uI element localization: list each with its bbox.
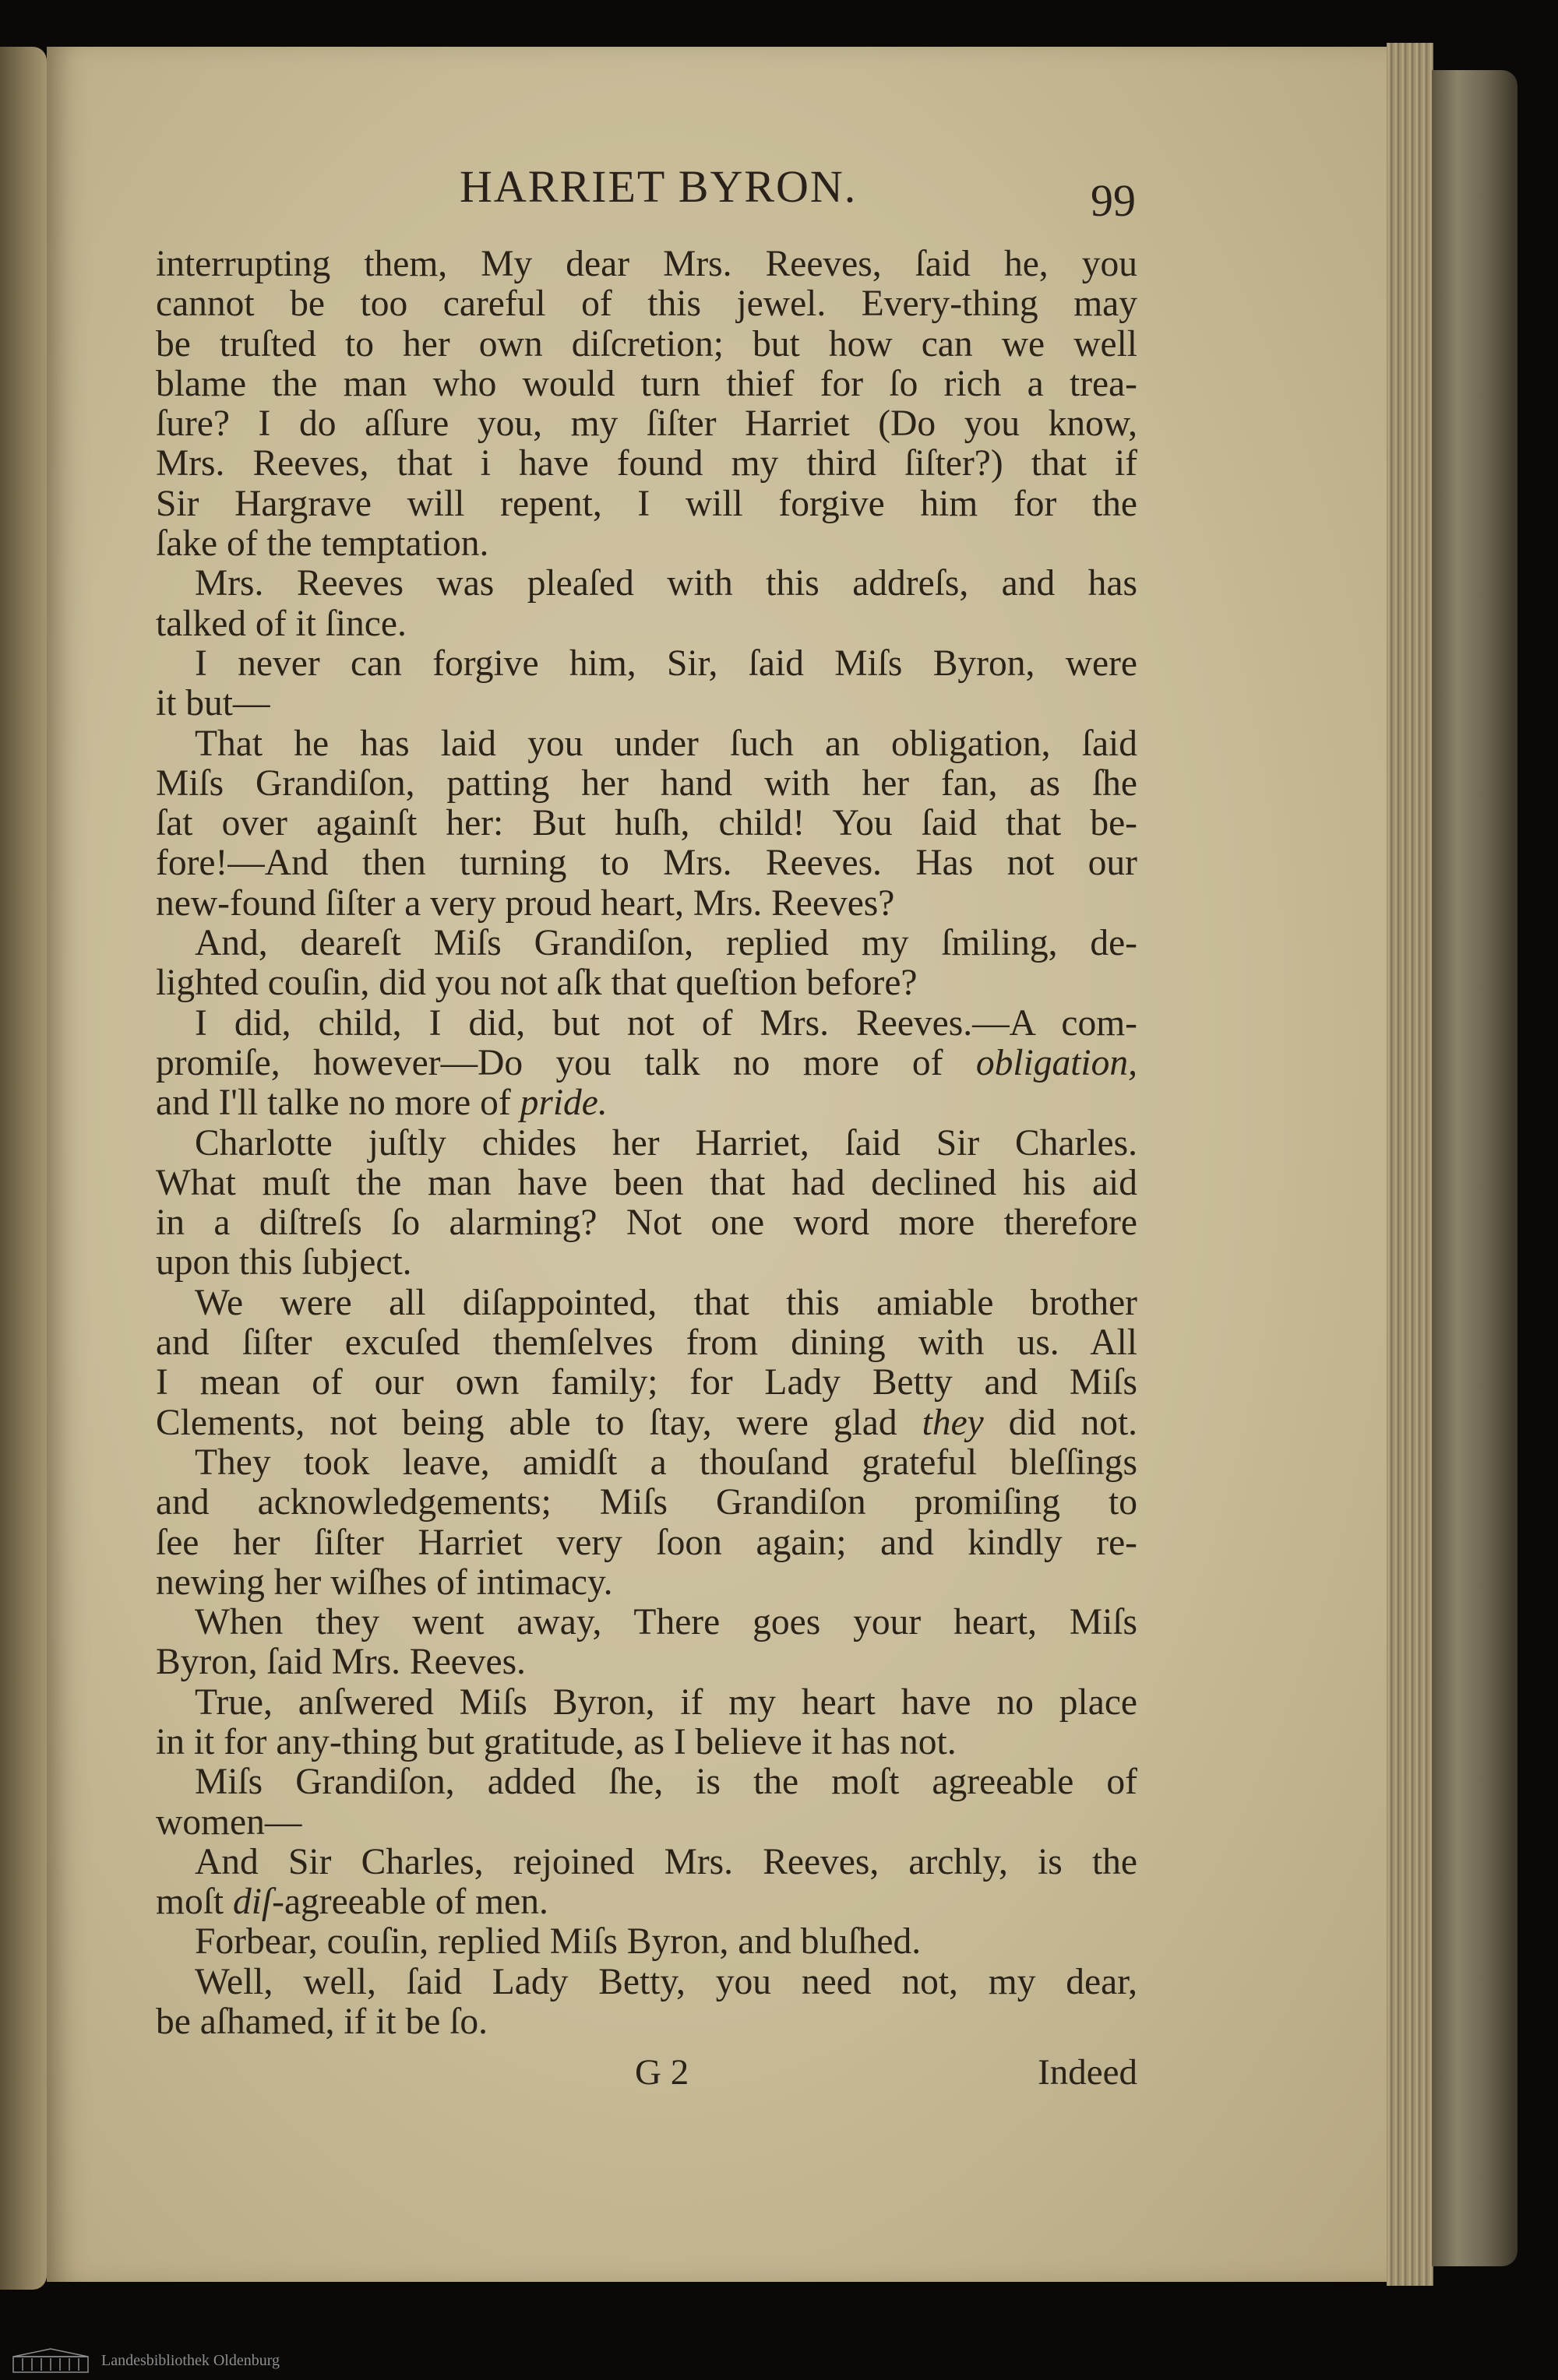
text-line: women— (156, 1801, 302, 1843)
text-line: cannot be too careful of this jewel. Every-thing may (156, 283, 1137, 325)
text-line: new-found ſiſter a very proud heart, Mrs. Reeves? (156, 882, 895, 924)
text-line: upon this ſubject. (156, 1242, 412, 1283)
text-line: interrupting them, My dear Mrs. Reeves, ſaid he, you (156, 244, 1137, 284)
text-line: Sir Hargrave will repent, I will forgive him for the (156, 483, 1137, 524)
text-line: be truſted to her own diſcretion; but how can we well (156, 323, 1137, 364)
text-line: They took leave, amidſt a thouſand grateful bleſſings (195, 1442, 1137, 1483)
text-line: talked of it ſince. (156, 603, 407, 644)
text-line: blame the man who would turn thief for ſo rich a trea- (156, 363, 1137, 404)
text-line: moſt diſ-agreeable of men. (156, 1882, 548, 1923)
library-name: Landesbibliothek Oldenburg (101, 2352, 280, 2369)
page-edges (1387, 43, 1433, 2286)
facing-page-edge (0, 47, 47, 2290)
text-line: Mrs. Reeves, that i have found my third ſiſter?) that if (156, 443, 1137, 484)
text-line: in it for any-thing but gratitude, as I believe it has not. (156, 1721, 957, 1762)
text-line: ſure? I do aſſure you, my ſiſter Harriet (Do you know, (156, 403, 1137, 445)
text-line: And Sir Charles, rejoined Mrs. Reeves, archly, is the (195, 1841, 1137, 1882)
text-line: Charlotte juſtly chides her Harriet, ſaid Sir Charles. (195, 1122, 1137, 1164)
page-header (156, 160, 1137, 231)
text-line: We were all diſappointed, that this amiable brother (195, 1282, 1137, 1323)
text-line: it but— (156, 683, 270, 724)
text-line: be aſhamed, if it be ſo. (156, 2002, 488, 2043)
text-line: I mean of our own family; for Lady Betty and Miſs (156, 1362, 1137, 1403)
text-line: Clements, not being able to ſtay, were glad they did not. (156, 1402, 1138, 1443)
text-line: Miſs Grandiſon, patting her hand with her fan, as ſhe (156, 762, 1137, 804)
running-title: HARRIET BYRON. (460, 161, 858, 212)
text-line: I never can forgive him, Sir, ſaid Miſs Byron, were (195, 643, 1137, 684)
text-line: ſat over againſt her: But huſh, child! You ſaid that be- (156, 803, 1137, 844)
text-line: Well, well, ſaid Lady Betty, you need not, my dear, (195, 1961, 1137, 2002)
text-line: promiſe, however—Do you talk no more of obligation, (156, 1042, 1138, 1083)
text-line: True, anſwered Miſs Byron, if my heart have no place (195, 1681, 1137, 1723)
text-line: Byron, ſaid Mrs. Reeves. (156, 1642, 526, 1683)
signature-mark: G 2 (635, 2052, 689, 2093)
page-number: 99 (1091, 175, 1136, 226)
book-binding (1432, 70, 1517, 2266)
text-line: I did, child, I did, but not of Mrs. Reeves.—A com- (195, 1002, 1137, 1044)
body-text (156, 245, 1137, 2042)
text-line: When they went away, There goes your heart, Miſs (195, 1602, 1137, 1643)
library-building-icon (12, 2347, 90, 2374)
page-footer (156, 2051, 1137, 2098)
text-line: and acknowledgements; Miſs Grandiſon promiſing to (156, 1482, 1137, 1523)
text-line: ſake of the temptation. (156, 523, 489, 565)
text-line: That he has laid you under ſuch an obligation, ſaid (195, 723, 1137, 764)
text-line: and I'll talke no more of pride. (156, 1083, 608, 1124)
text-line: in a diſtreſs ſo alarming? Not one word more therefore (156, 1202, 1137, 1244)
text-line: lighted couſin, did you not aſk that queſtion before? (156, 963, 918, 1004)
text-line: Forbear, couſin, replied Miſs Byron, and bluſhed. (195, 1921, 922, 1963)
text-line: ſee her ſiſter Harriet very ſoon again; and kindly re- (156, 1522, 1137, 1563)
text-line: Mrs. Reeves was pleaſed with this addreſs, and has (195, 563, 1137, 604)
text-line: What muſt the man have been that had declined his aid (156, 1162, 1137, 1203)
text-line: newing her wiſhes of intimacy. (156, 1561, 613, 1603)
text-line: Miſs Grandiſon, added ſhe, is the moſt agreeable of (195, 1762, 1137, 1803)
text-line: fore!—And then turning to Mrs. Reeves. Has not our (156, 843, 1137, 884)
library-watermark-bar (0, 2341, 1558, 2380)
text-line: And, deareſt Miſs Grandiſon, replied my ſmiling, de- (195, 923, 1137, 964)
catchword: Indeed (1038, 2052, 1137, 2093)
text-line: and ſiſter excuſed themſelves from dining with us. All (156, 1322, 1137, 1364)
